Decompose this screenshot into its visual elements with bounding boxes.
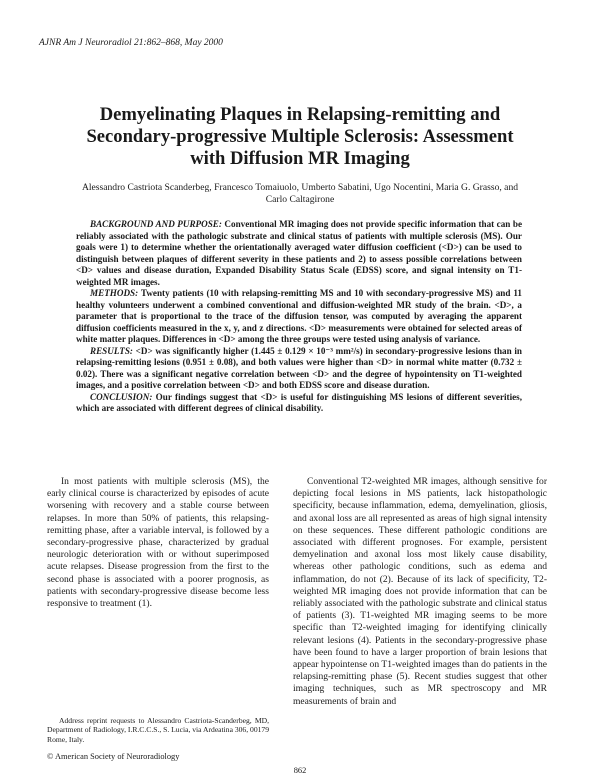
title-line: with Diffusion MR Imaging [190, 148, 410, 169]
title-line: Demyelinating Plaques in Relapsing-remitting and [99, 104, 501, 125]
copyright-notice: © American Society of Neuroradiology [47, 752, 180, 761]
methods-text: Twenty patients (10 with relapsing-remitting MS and 10 with secondary-progressive MS) and 11 healthy volunteers underwent a combined conventional and diffusion-weighted MR study of the brain. <D>, a parameter that is proportional to the trace of the diffusion tensor, was computed by averaging the apparent diffusion coefficients measured in the x, y, and z directions. <D> measurements were obtained for selected areas of white matter plaques. Differences in <D> among the three groups were tested using analysis of variance. [76, 288, 522, 344]
journal-citation: AJNR Am J Neuroradiol 21:862–868, May 2000 [39, 38, 223, 48]
abstract-methods [76, 288, 522, 346]
author-list: Alessandro Castriota Scanderbeg, Francesco Tomaiuolo, Umberto Sabatini, Ugo Nocentini, Maria G. Grasso, and Carlo Caltagirone [81, 182, 519, 206]
abstract-results [76, 346, 522, 392]
reprint-address: Address reprint requests to Alessandro Castriota-Scanderbeg, MD, Department of Radiology, I.R.C.C.S., S. Lucia, via Ardeatina 306, 00179 Rome, Italy. [47, 716, 270, 744]
abstract-background [76, 219, 522, 288]
page-number: 862 [293, 766, 307, 775]
conclusion-text: Our findings suggest that <D> is useful for distinguishing MS lesions of different severities, which are associated with different degrees of clinical disability. [76, 391, 522, 413]
background-text: Conventional MR imaging does not provide specific information that can be reliably associated with the pathologic substrate and clinical status of patients with multiple sclerosis (MS). Our goals were 1) to determine whether the orientationally averaged water diffusion coefficient (<D>) can be used to distinguish between plaques of different severity in these patients and 2) to assess possible correlations between <D> values and disease duration, Expanded Disability Status Scale (EDSS) score, and signal intensity on T1-weighted MR images. [76, 219, 522, 287]
body-column-right [293, 476, 547, 708]
background-label: BACKGROUND AND PURPOSE: [90, 219, 222, 229]
abstract-conclusion [76, 392, 522, 415]
title-line: Secondary-progressive Multiple Sclerosis: Assessment [86, 126, 514, 147]
abstract [76, 219, 522, 415]
body-column-left [47, 476, 269, 610]
results-label: RESULTS: [90, 345, 133, 356]
intro-paragraph: In most patients with multiple sclerosis (MS), the early clinical course is characterized by episodes of acute worsening with recovery and a stable course between relapses. In more than 50% of patients, this relapsing-remitting phase, after a variable interval, is followed by a secondary-progressive phase, characterized by gradual neurologic deterioration with or without superimposed acute relapses. Disease progression from the first to the second phase is associated with a poorer prognosis, as patients with secondary-progressive disease become less responsive to treatment (1). [47, 476, 269, 610]
intro-paragraph: Conventional T2-weighted MR images, although sensitive for depicting focal lesions in MS patients, lack histopathologic specificity, because inflammation, edema, demyelination, gliosis, and axonal loss are all represented as areas of high signal intensity on these sequences. These different pathologic conditions are associated with different prognoses. For example, persistent demyelination and axonal loss most likely cause disability, whereas other pathologic conditions, such as edema and inflammation, do not (2). Because of its lack of specificity, T2-weighted MR imaging does not provide information that can be reliably associated with the pathologic substrate and clinical status of patients (3). T1-weighted MR imaging seems to be more specific than T2-weighted imaging for identifying clinically relevant lesions (4). Patients in the secondary-progressive phase have been found to have a larger proportion of brain lesions that appear hypointense on T1-weighted images than do patients in the relapsing-remitting phase (5). Recent studies suggest that other imaging techniques, such as MR spectroscopy and MR measurements of brain and [293, 476, 547, 707]
methods-label: METHODS: [90, 288, 139, 298]
conclusion-label: CONCLUSION: [90, 391, 153, 402]
article-title [40, 104, 560, 170]
results-text: <D> was significantly higher (1.445 ± 0.129 × 10⁻³ mm²/s) in secondary-progressive lesions than in relapsing-remitting lesions (0.951 ± 0.08), and both values were higher than <D> in normal white matter (0.732 ± 0.02). There was a significant negative correlation between <D> and the degree of hypointensity on T1-weighted images, and a positive correlation between <D> and both EDSS score and disease duration. [76, 345, 522, 390]
